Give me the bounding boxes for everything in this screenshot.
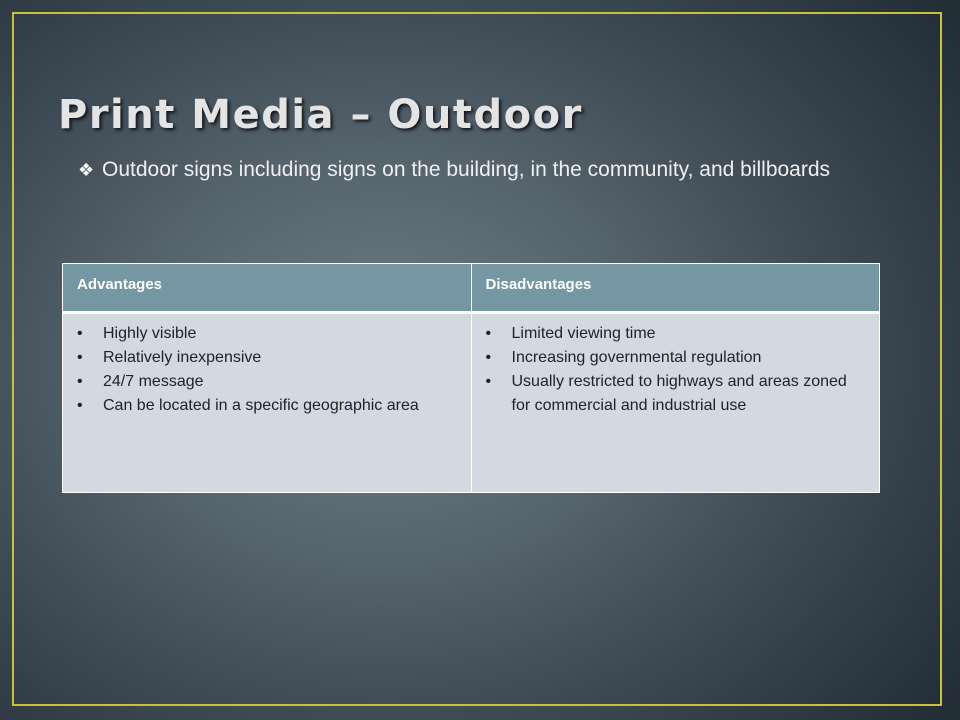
advantages-cell — [63, 314, 471, 492]
advantages-list — [77, 322, 461, 418]
list-item-text: Usually restricted to highways and areas zoned for commercial and industrial use — [511, 373, 847, 414]
list-item — [77, 370, 461, 394]
bullet-dot-icon: • — [77, 397, 83, 414]
bullet-text: Outdoor signs including signs on the building, in the community, and billboards — [102, 158, 831, 181]
bullet-dot-icon: • — [485, 349, 492, 366]
header-disadvantages: Disadvantages — [471, 264, 880, 311]
header-advantages: Advantages — [77, 276, 163, 293]
comparison-table — [62, 263, 880, 493]
table-body-row — [63, 314, 879, 492]
diamond-bullet-icon: ❖ — [78, 160, 95, 180]
list-item — [486, 346, 870, 370]
list-item-text: Highly visible — [103, 325, 197, 342]
list-item-text: Can be located in a specific geographic area — [103, 397, 419, 414]
list-item — [77, 346, 461, 370]
list-item-text: Relatively inexpensive — [103, 349, 262, 366]
bullet-dot-icon: • — [77, 325, 83, 342]
slide-title: Print Media – Outdoor — [58, 92, 583, 138]
list-item — [77, 322, 461, 346]
table-header-row — [63, 264, 879, 314]
list-item-text: 24/7 message — [103, 373, 204, 390]
list-item-text: Increasing governmental regulation — [511, 349, 762, 366]
bullet-dot-icon: • — [77, 373, 83, 390]
list-item — [486, 322, 870, 346]
bullet-dot-icon: • — [485, 325, 492, 342]
bullet-dot-icon: • — [77, 349, 83, 366]
disadvantages-cell — [471, 314, 880, 492]
list-item — [486, 370, 870, 418]
bullet-dot-icon: • — [485, 373, 492, 390]
list-item — [77, 394, 461, 418]
bullet-item — [78, 154, 908, 186]
list-item-text: Limited viewing time — [511, 325, 656, 342]
disadvantages-list — [486, 322, 870, 418]
